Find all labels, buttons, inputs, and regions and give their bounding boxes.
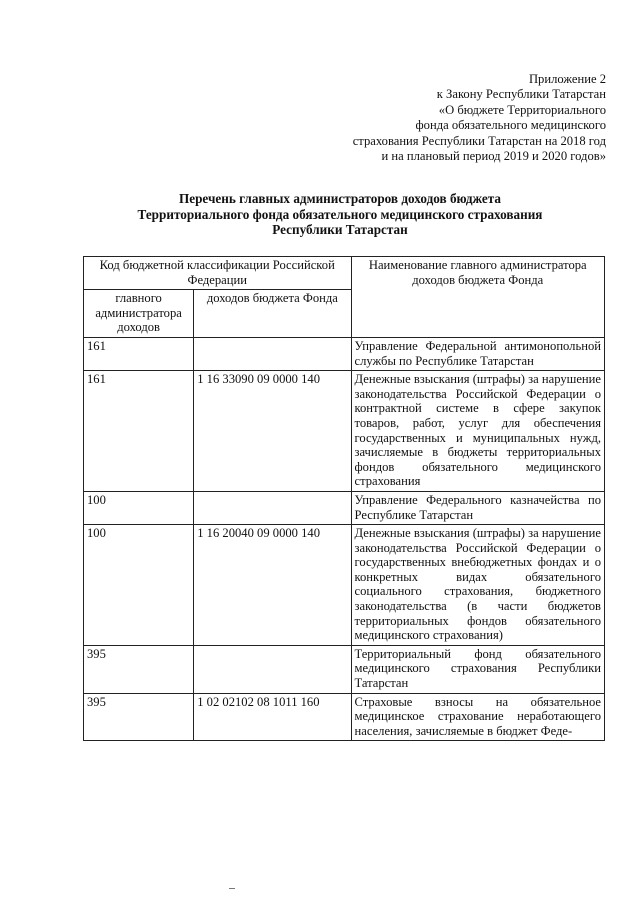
header-main-administrator: главного администратора доходов <box>84 290 194 338</box>
appendix-line: Приложение 2 <box>528 72 606 86</box>
admin-code-cell: 100 <box>84 491 194 524</box>
table-row <box>84 337 605 370</box>
admin-code-cell: 395 <box>84 645 194 693</box>
revenue-code-cell <box>194 645 351 693</box>
table-row <box>84 525 605 646</box>
admin-code-cell: 161 <box>84 337 194 370</box>
revenue-code-cell: 1 02 02102 08 1011 160 <box>194 693 351 741</box>
header-fund-revenue: доходов бюджета Фонда <box>194 290 351 338</box>
admin-code-cell: 100 <box>84 525 194 646</box>
administrator-name-cell: Денежные взыскания (штрафы) за нарушение законодательства Российской Федерации о государственных внебюджетных фондах и о конкретных видах обязательного социального страхования, бюджетного законодательства (в части бюджетов территориальных фондов обязательного медицинского страхования) <box>351 525 605 646</box>
revenue-code-cell: 1 16 33090 09 0000 140 <box>194 371 351 492</box>
administrator-name-cell: Страховые взносы на обязательное медицинское страхование неработающего населения, зачисляемые в бюджет Феде- <box>351 693 605 741</box>
table-header-row <box>84 257 605 290</box>
table-row <box>84 491 605 524</box>
revenue-code-cell <box>194 337 351 370</box>
appendix-line: и на плановый период 2019 и 2020 годов» <box>381 149 606 164</box>
administrator-name-cell: Территориальный фонд обязательного медицинского страхования Республики Татарстан <box>351 645 605 693</box>
header-administrator-name: Наименование главного администратора доходов бюджета Фонда <box>351 257 605 338</box>
table-row <box>84 371 605 492</box>
appendix-line: к Закону Республики Татарстан <box>436 87 606 102</box>
admin-code-cell: 395 <box>84 693 194 741</box>
administrator-name-cell: Денежные взыскания (штрафы) за нарушение законодательства Российской Федерации о контрактной системе в сфере закупок товаров, работ, услуг для обеспечения государственных и муниципальных нужд, зачисляемые в бюджеты территориальных фондов обязательного медицинского страхования <box>351 371 605 492</box>
document-title <box>60 191 620 238</box>
administrator-name-cell: Управление Федерального казначейства по Республике Татарстан <box>351 491 605 524</box>
administrators-table <box>83 256 605 741</box>
title-line: Республики Татарстан <box>272 222 408 238</box>
revenue-code-cell <box>194 491 351 524</box>
page-mark <box>229 888 235 889</box>
table-row <box>84 693 605 741</box>
title-line: Территориального фонда обязательного медицинского страхования <box>137 206 543 222</box>
title-line: Перечень главных администраторов доходов бюджета <box>178 191 502 206</box>
appendix-line: страхования Республики Татарстан на 2018 год <box>352 133 606 148</box>
revenue-code-cell: 1 16 20040 09 0000 140 <box>194 525 351 646</box>
appendix-header <box>246 72 606 164</box>
administrator-name-cell: Управление Федеральной антимонопольной службы по Республике Татарстан <box>351 337 605 370</box>
header-budget-classification: Код бюджетной классификации Российской Федерации <box>84 257 352 290</box>
appendix-line: фонда обязательного медицинского <box>415 118 606 133</box>
table-row <box>84 645 605 693</box>
admin-code-cell: 161 <box>84 371 194 492</box>
appendix-line: «О бюджете Территориального <box>438 102 606 117</box>
